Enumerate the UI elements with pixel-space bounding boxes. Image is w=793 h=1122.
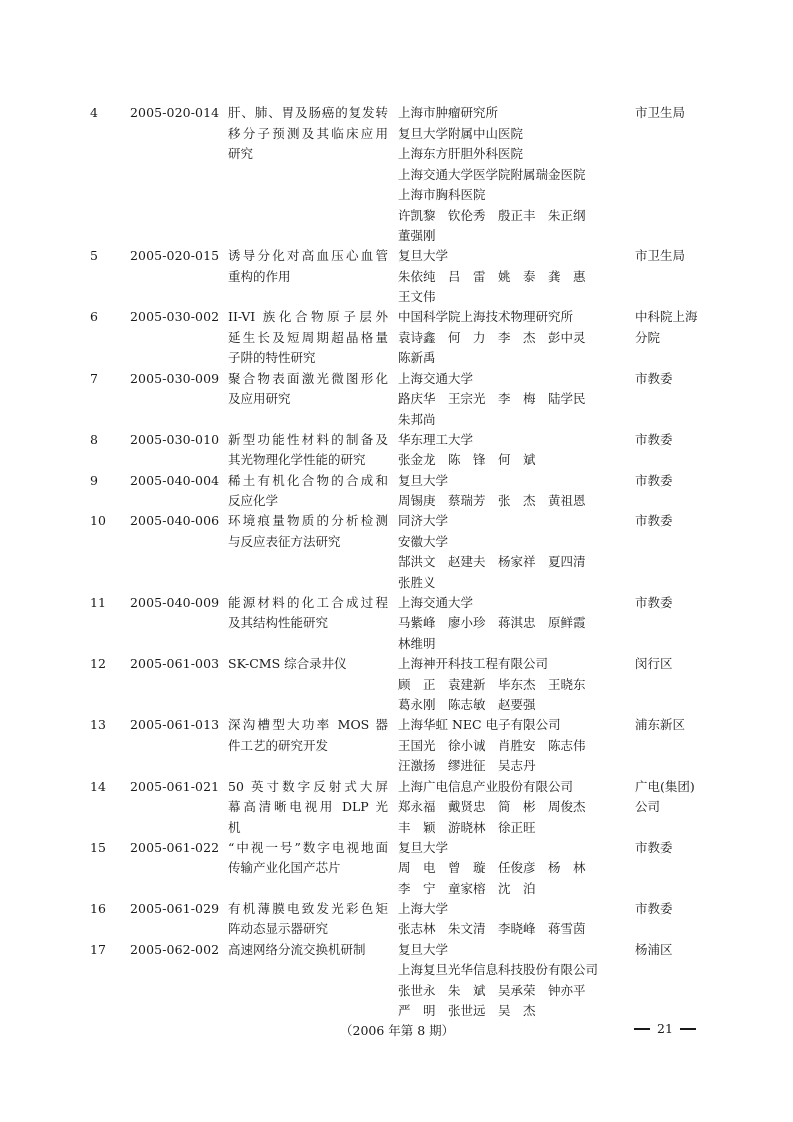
- organizations-and-people: [398, 715, 626, 777]
- project-code: 2005-061-021: [130, 778, 220, 794]
- project-code: 2005-040-009: [130, 594, 220, 610]
- project-title-line: 新型功能性材料的制备及: [228, 431, 388, 447]
- department-line: 中科院上海: [635, 309, 698, 325]
- organization-line: 周 电 曾 璇 任俊彦 杨 林: [398, 860, 586, 876]
- department-line: 市教委: [635, 431, 673, 447]
- organization-line: 上海大学: [398, 900, 449, 916]
- organization-line: 上海市胸科医院: [398, 187, 486, 202]
- organization-line: 丰 颖 游晓林 徐正旺: [398, 819, 536, 835]
- organization-line: 上海交通大学: [398, 594, 474, 610]
- organizations-and-people: [398, 471, 626, 512]
- project-title: [228, 593, 388, 634]
- organization-line: 陈新禹: [398, 350, 436, 366]
- project-title-line: 高速网络分流交换机研制: [228, 941, 366, 957]
- department-line: 市教委: [635, 472, 673, 488]
- recommending-department: [635, 471, 725, 492]
- project-title-line: 阵动态显示器研究: [228, 921, 329, 937]
- department-line: 市卫生局: [635, 248, 686, 264]
- project-title-line: 深沟槽型大功率 MOS 器: [228, 717, 388, 733]
- organization-line: 朱邦尚: [398, 411, 436, 427]
- recommending-department: [635, 715, 725, 736]
- project-title-line: 有机薄膜电致发光彩色矩: [228, 900, 388, 916]
- project-title: [228, 103, 388, 165]
- organizations-and-people: [398, 838, 626, 900]
- project-title-line: 聚合物表面激光微图形化: [228, 370, 388, 386]
- department-line: 分院: [635, 329, 661, 345]
- recommending-department: [635, 838, 725, 859]
- project-title: [228, 471, 388, 512]
- project-title-line: 子阱的特性研究: [228, 350, 316, 366]
- organization-line: 复旦大学附属中山医院: [398, 125, 524, 141]
- project-title-line: SK-CMS 综合录井仪: [228, 656, 347, 672]
- organization-line: 复旦大学: [398, 839, 449, 855]
- organization-line: 董强刚: [398, 228, 436, 243]
- project-title-line: 与反应表征方法研究: [228, 533, 341, 549]
- project-title: [228, 246, 388, 287]
- row-number: 4: [90, 105, 98, 120]
- organization-line: 张志林 朱文清 李晓峰 蒋雪茵: [398, 921, 586, 937]
- project-code: 2005-061-029: [130, 900, 220, 916]
- project-code: 2005-030-010: [130, 431, 220, 447]
- row-number: 15: [90, 839, 106, 855]
- department-line: 浦东新区: [635, 717, 686, 733]
- project-title-line: 件工艺的研究开发: [228, 737, 329, 753]
- page-number-dash-left: [634, 1028, 650, 1030]
- organization-line: 上海交通大学医学院附属瑞金医院: [398, 166, 586, 182]
- department-line: 杨浦区: [635, 941, 673, 957]
- recommending-department: [635, 940, 725, 961]
- organization-line: 同济大学: [398, 513, 449, 529]
- recommending-department: [635, 369, 725, 390]
- organizations-and-people: [398, 777, 626, 839]
- organizations-and-people: [398, 593, 626, 655]
- organizations-and-people: [398, 940, 626, 1022]
- organization-line: 郑永福 戴贤忠 简 彬 周俊杰: [398, 799, 586, 814]
- project-title-line: 机: [228, 819, 241, 835]
- organization-line: 郜洪文 赵建夫 杨家祥 夏四清: [398, 554, 586, 570]
- project-title-line: 肝、肺、胃及肠癌的复发转: [228, 105, 388, 120]
- project-title: [228, 654, 388, 675]
- organizations-and-people: [398, 654, 626, 716]
- recommending-department: [635, 654, 725, 675]
- organization-line: 上海华虹 NEC 电子有限公司: [398, 717, 561, 733]
- project-title-line: 研究: [228, 146, 254, 161]
- organization-line: 汪激扬 缪进征 吴志丹: [398, 758, 536, 774]
- organization-line: 路庆华 王宗光 李 梅 陆学民: [398, 391, 586, 407]
- row-number: 7: [90, 370, 98, 386]
- project-title: [228, 715, 388, 756]
- organizations-and-people: [398, 899, 626, 940]
- project-title: [228, 430, 388, 471]
- organization-line: 安徽大学: [398, 533, 449, 549]
- project-code: 2005-040-004: [130, 472, 220, 488]
- project-code: 2005-040-006: [130, 513, 220, 529]
- organization-line: 朱依纯 吕 雷 姚 泰 龚 惠: [398, 268, 586, 284]
- recommending-department: [635, 511, 725, 532]
- project-title: [228, 940, 388, 961]
- organization-line: 马紫峰 廖小珍 蒋淇忠 原鲜霞: [398, 615, 586, 631]
- project-code: 2005-062-002: [130, 941, 220, 957]
- row-number: 16: [90, 900, 106, 916]
- project-title-line: 及应用研究: [228, 391, 291, 407]
- project-title-line: 反应化学: [228, 493, 279, 508]
- organizations-and-people: [398, 369, 626, 431]
- row-number: 11: [90, 594, 106, 610]
- issue-label: （2006 年第 8 期）: [340, 1023, 455, 1038]
- organization-line: 林维明: [398, 635, 436, 651]
- row-number: 6: [90, 309, 98, 325]
- organization-line: 中国科学院上海技术物理研究所: [398, 309, 574, 325]
- organization-line: 华东理工大学: [398, 431, 474, 447]
- row-number: 17: [90, 941, 106, 957]
- organization-line: 上海交通大学: [398, 370, 474, 386]
- department-line: 闵行区: [635, 656, 673, 672]
- organization-line: 袁诗鑫 何 力 李 杰 彭中灵: [398, 329, 586, 345]
- project-title: [228, 838, 388, 879]
- department-line: 市教委: [635, 513, 673, 529]
- organizations-and-people: [398, 103, 626, 247]
- project-title-line: II-VI 族化合物原子层外: [228, 309, 388, 325]
- row-number: 14: [90, 778, 106, 794]
- recommending-department: [635, 103, 725, 124]
- project-code: 2005-030-002: [130, 309, 220, 325]
- row-number: 9: [90, 472, 98, 488]
- row-number: 12: [90, 656, 106, 672]
- organizations-and-people: [398, 246, 626, 308]
- organization-line: 周锡庚 蔡瑞芳 张 杰 黄祖恩: [398, 493, 586, 508]
- project-title-line: 诱导分化对高血压心血管: [228, 248, 388, 264]
- organization-line: 上海广电信息产业股份有限公司: [398, 778, 574, 794]
- project-code: 2005-061-022: [130, 839, 220, 855]
- project-title-line: 稀土有机化合物的合成和: [228, 472, 388, 488]
- project-title-line: 其光物理化学性能的研究: [228, 452, 366, 468]
- project-title-line: 移分子预测及其临床应用: [228, 125, 388, 141]
- recommending-department: [635, 246, 725, 267]
- project-title: [228, 307, 388, 369]
- organization-line: 张胜义: [398, 574, 436, 590]
- organization-line: 上海复旦光华信息科技股份有限公司: [398, 962, 599, 978]
- project-title-line: 环境痕量物质的分析检测: [228, 513, 388, 529]
- department-line: 市卫生局: [635, 105, 686, 120]
- page-number-value: 21: [657, 1021, 673, 1036]
- project-title-line: 50 英寸数字反射式大屏: [228, 778, 388, 794]
- organization-line: 复旦大学: [398, 941, 449, 957]
- project-code: 2005-020-014: [130, 105, 220, 120]
- department-line: 市教委: [635, 900, 673, 916]
- project-title-line: 传输产业化国产芯片: [228, 860, 341, 876]
- project-title-line: “中视一号”数字电视地面: [228, 839, 388, 855]
- row-number: 10: [90, 513, 106, 529]
- project-title: [228, 777, 388, 839]
- organizations-and-people: [398, 430, 626, 471]
- project-title: [228, 511, 388, 552]
- organization-line: 顾 正 袁建新 毕东杰 王晓东: [398, 676, 586, 692]
- organization-line: 上海东方肝胆外科医院: [398, 146, 524, 161]
- organizations-and-people: [398, 307, 626, 369]
- department-line: 广电(集团): [635, 778, 695, 794]
- project-title: [228, 369, 388, 410]
- department-line: 公司: [635, 799, 661, 814]
- project-code: 2005-030-009: [130, 370, 220, 386]
- project-title-line: 幕高清晰电视用 DLP 光: [228, 799, 388, 814]
- recommending-department: [635, 593, 725, 614]
- recommending-department: [635, 777, 725, 818]
- organizations-and-people: [398, 511, 626, 593]
- project-code: 2005-020-015: [130, 248, 220, 264]
- organization-line: 葛永刚 陈志敏 赵要强: [398, 697, 536, 713]
- organization-line: 王文伟: [398, 289, 436, 305]
- project-title-line: 重构的作用: [228, 268, 291, 284]
- project-title-line: 及其结构性能研究: [228, 615, 329, 631]
- organization-line: 张世永 朱 斌 吴承荣 钟亦平: [398, 982, 586, 998]
- organization-line: 王国光 徐小诚 肖胜安 陈志伟: [398, 737, 586, 753]
- organization-line: 许凯黎 钦伦秀 殷正丰 朱正纲: [398, 207, 586, 223]
- organization-line: 严 明 张世远 吴 杰: [398, 1003, 536, 1019]
- organization-line: 李 宁 童家榕 沈 泊: [398, 880, 536, 896]
- row-number: 13: [90, 717, 106, 733]
- project-code: 2005-061-013: [130, 717, 220, 733]
- organization-line: 上海市肿瘤研究所: [398, 105, 499, 120]
- page-number-dash-right: [680, 1028, 696, 1030]
- recommending-department: [635, 430, 725, 451]
- organization-line: 复旦大学: [398, 472, 449, 488]
- recommending-department: [635, 899, 725, 920]
- organization-line: 复旦大学: [398, 248, 449, 264]
- project-title-line: 延生长及短周期超晶格量: [228, 329, 388, 345]
- page-number: [634, 1021, 704, 1036]
- project-title: [228, 899, 388, 940]
- project-title-line: 能源材料的化工合成过程: [228, 594, 388, 610]
- department-line: 市教委: [635, 839, 673, 855]
- department-line: 市教委: [635, 594, 673, 610]
- department-line: 市教委: [635, 370, 673, 386]
- organization-line: 张金龙 陈 锋 何 斌: [398, 452, 536, 468]
- project-code: 2005-061-003: [130, 656, 220, 672]
- organization-line: 上海神开科技工程有限公司: [398, 656, 549, 672]
- row-number: 8: [90, 431, 98, 447]
- row-number: 5: [90, 248, 98, 264]
- recommending-department: [635, 307, 725, 348]
